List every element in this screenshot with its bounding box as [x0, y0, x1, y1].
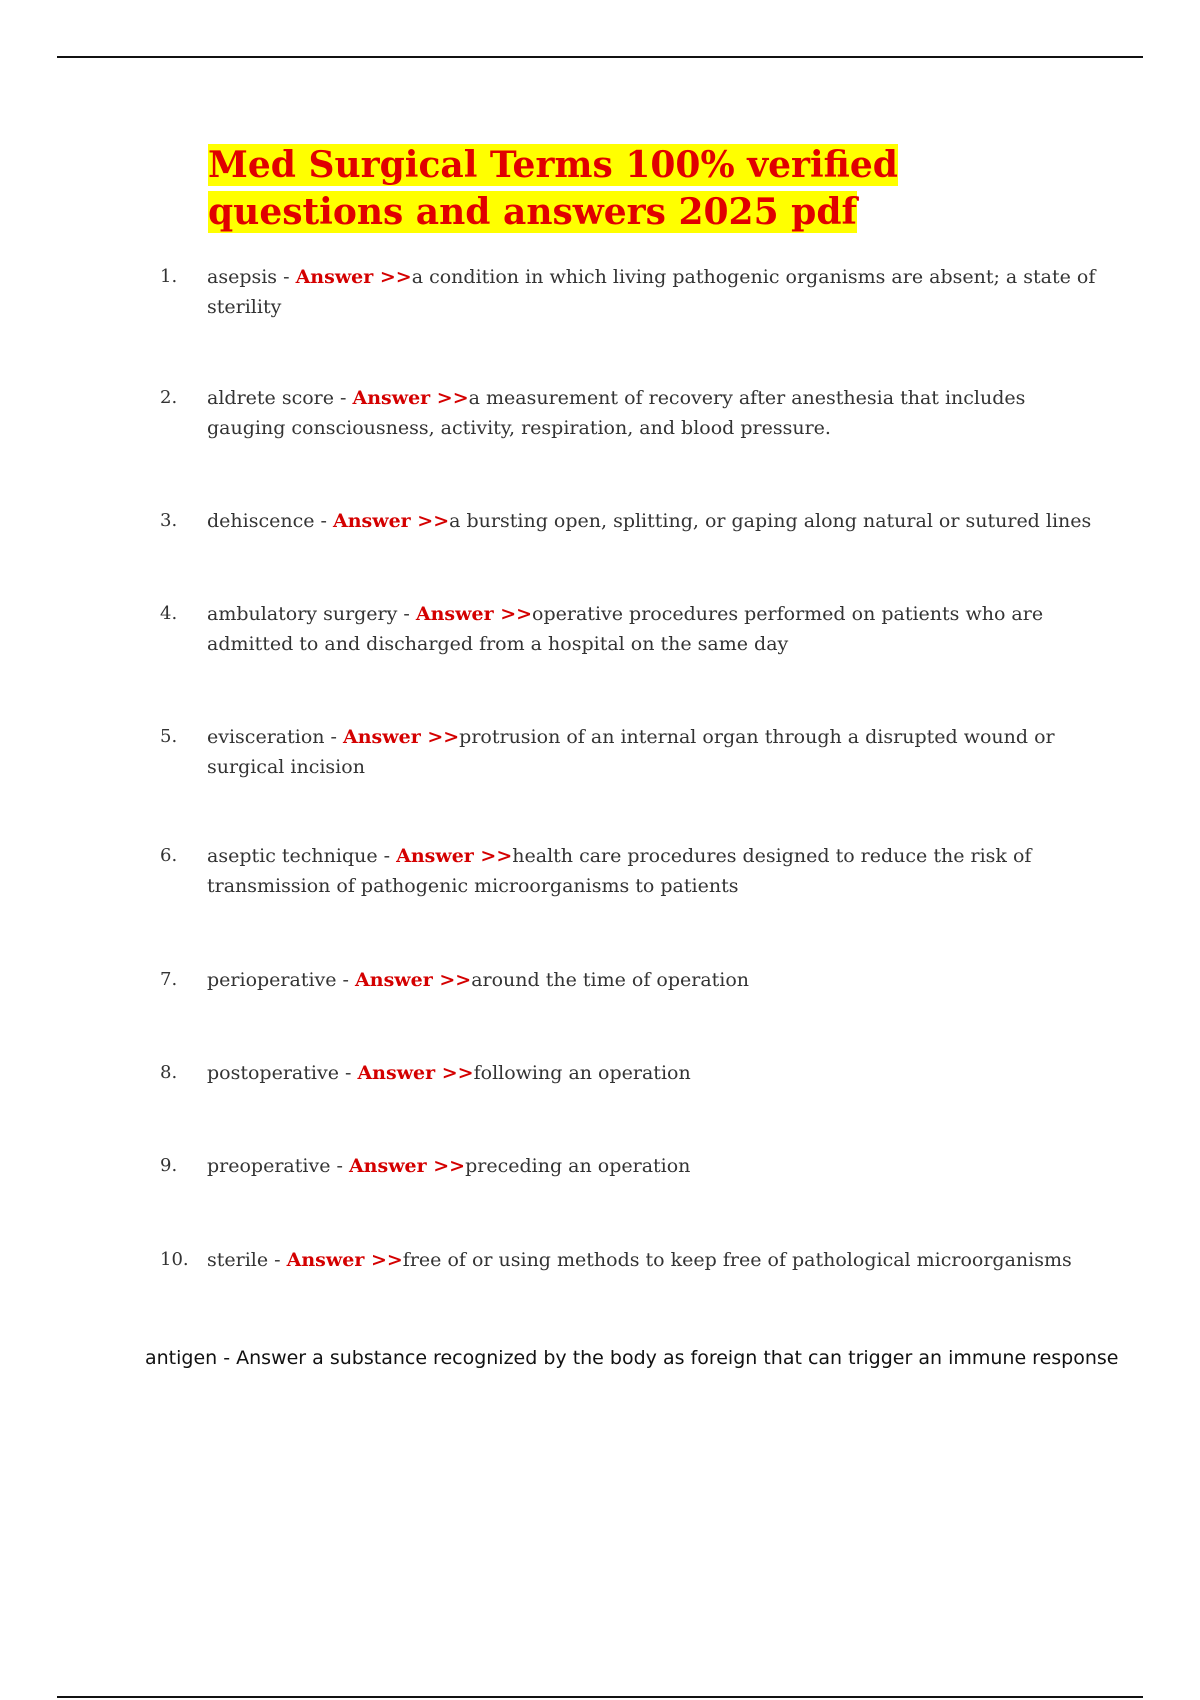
answer-label: Answer >>: [286, 1249, 403, 1271]
item-number: 4.: [160, 603, 178, 624]
item-number: 5.: [160, 726, 178, 747]
separator: -: [330, 1155, 349, 1177]
item-number: 6.: [160, 845, 178, 866]
item-term: aldrete score: [207, 387, 334, 409]
separator: -: [277, 266, 296, 288]
item-answer: following an operation: [473, 1062, 691, 1084]
separator: -: [336, 969, 356, 991]
item-term: perioperative: [207, 969, 337, 991]
item-term: sterile: [207, 1249, 269, 1271]
footer-text: antigen - Answer a substance recognized by the body as foreign that can trigger an immune response: [145, 1347, 1119, 1369]
top-rule: [57, 56, 1143, 58]
answer-label: Answer >>: [396, 845, 513, 867]
item-term: aseptic technique: [207, 845, 378, 867]
item-term: asepsis: [207, 266, 278, 288]
item-number: 1.: [160, 266, 178, 287]
item-number: 3.: [160, 510, 178, 531]
page-title-text: Med Surgical Terms 100% verified questions and answers 2025 pdf: [208, 144, 898, 233]
item-text: [207, 262, 1097, 322]
separator: -: [377, 845, 397, 867]
item-answer: health care procedures designed to reduce the risk of transmission of pathogenic microorganisms to patients: [207, 845, 1032, 897]
item-answer: free of or using methods to keep free of pathological microorganisms: [402, 1249, 1072, 1271]
separator: -: [324, 726, 343, 748]
answer-label: Answer >>: [348, 1155, 466, 1177]
separator: -: [268, 1249, 287, 1271]
page-title: [208, 142, 1068, 236]
item-text: [207, 965, 1097, 995]
item-answer: protrusion of an internal organ through a disrupted wound or surgical incision: [207, 726, 1055, 778]
item-answer: preceding an operation: [465, 1155, 691, 1177]
item-text: [207, 1245, 1097, 1275]
item-answer: a condition in which living pathogenic organisms are absent; a state of sterility: [207, 266, 1096, 318]
answer-label: Answer >>: [355, 969, 472, 991]
answer-label: Answer >>: [357, 1062, 474, 1084]
item-text: [207, 1151, 1097, 1181]
item-number: 7.: [160, 969, 178, 990]
item-term: evisceration: [207, 726, 325, 748]
item-number: 2.: [160, 387, 178, 408]
separator: -: [397, 603, 416, 625]
answer-label: Answer >>: [415, 603, 533, 625]
item-answer: operative procedures performed on patients who are admitted to and discharged from a hospital on the same day: [207, 603, 1044, 655]
answer-label: Answer >>: [295, 266, 412, 288]
item-number: 10.: [160, 1249, 189, 1270]
item-answer: a bursting open, splitting, or gaping along natural or sutured lines: [449, 510, 1092, 532]
item-text: [207, 1058, 1097, 1088]
item-answer: a measurement of recovery after anesthesia that includes gauging consciousness, activity, respiration, and blood pressure.: [207, 387, 1026, 439]
item-term: ambulatory surgery: [207, 603, 398, 625]
item-number: 8.: [160, 1062, 178, 1083]
item-term: postoperative: [207, 1062, 339, 1084]
item-term: preoperative: [207, 1155, 331, 1177]
item-text: [207, 506, 1097, 536]
bottom-rule: [57, 1696, 1143, 1698]
item-text: [207, 722, 1097, 782]
item-text: [207, 599, 1097, 659]
answer-label: Answer >>: [352, 387, 469, 409]
answer-label: Answer >>: [332, 510, 450, 532]
answer-label: Answer >>: [343, 726, 460, 748]
item-answer: around the time of operation: [471, 969, 750, 991]
item-text: [207, 383, 1097, 443]
separator: -: [314, 510, 333, 532]
item-text: [207, 841, 1097, 901]
item-number: 9.: [160, 1155, 178, 1176]
separator: -: [338, 1062, 358, 1084]
separator: -: [333, 387, 353, 409]
item-term: dehiscence: [207, 510, 315, 532]
